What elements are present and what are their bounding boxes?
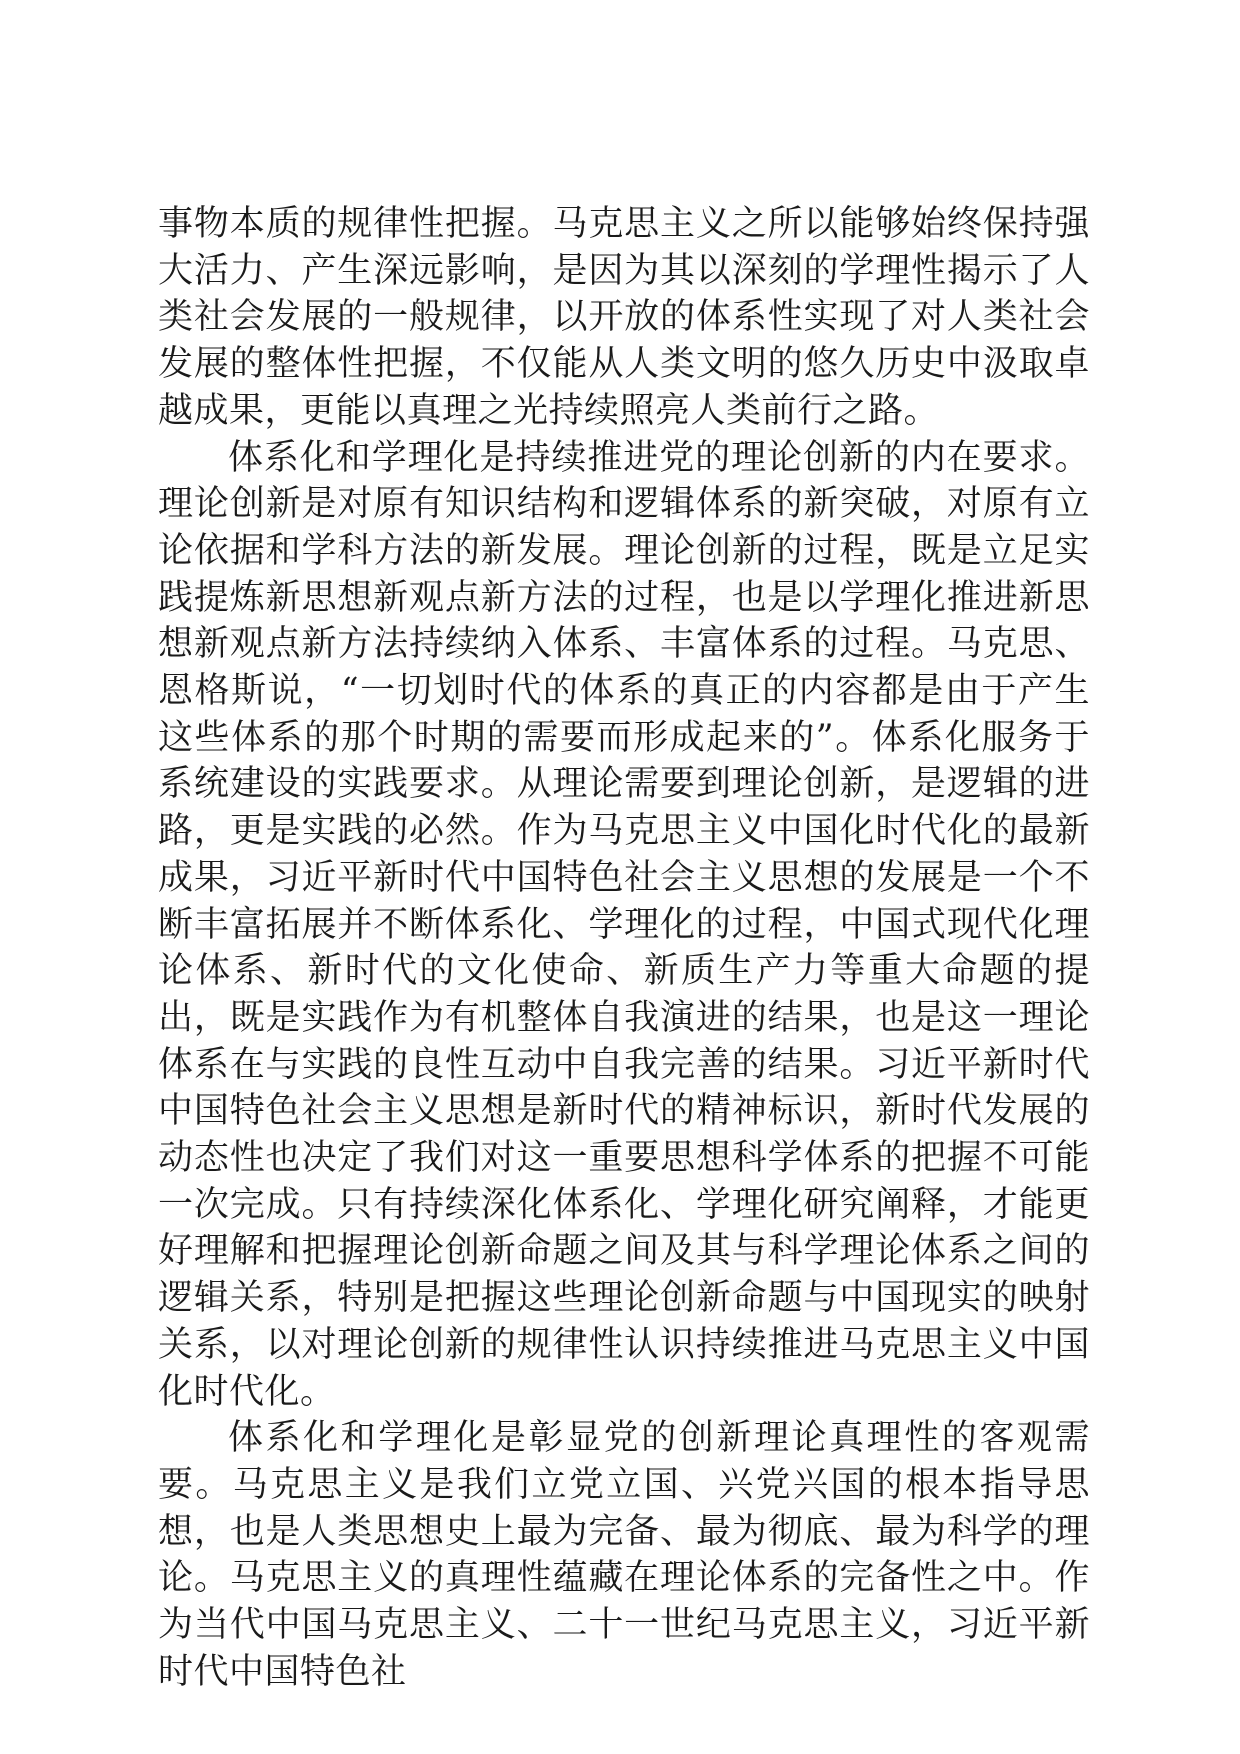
- paragraph-1: 事物本质的规律性把握。马克思主义之所以能够始终保持强大活力、产生深远影响，是因为其以深刻的学理性揭示了人类社会发展的一般规律，以开放的体系性实现了对人类社会发展的整体性把握，不仅能从人类文明的悠久历史中汲取卓越成果，更能以真理之光持续照亮人类前行之路。: [158, 204, 1090, 431]
- paragraph-3: 体系化和学理化是彰显党的创新理论真理性的客观需要。马克思主义是我们立党立国、兴党兴国的根本指导思想，也是人类思想史上最为完备、最为彻底、最为科学的理论。马克思主义的真理性蕴藏在理论体系的完备性之中。作为当代中国马克思主义、二十一世纪马克思主义，习近平新时代中国特色社: [158, 1418, 1090, 1692]
- body-text: [158, 201, 1090, 1696]
- paragraph-2: 体系化和学理化是持续推进党的理论创新的内在要求。理论创新是对原有知识结构和逻辑体系的新突破，对原有立论依据和学科方法的新发展。理论创新的过程，既是立足实践提炼新思想新观点新方法的过程，也是以学理化推进新思想新观点新方法持续纳入体系、丰富体系的过程。马克思、恩格斯说，“一切划时代的体系的真正的内容都是由于产生这些体系的那个时期的需要而形成起来的”。体系化服务于系统建设的实践要求。从理论需要到理论创新，是逻辑的进路，更是实践的必然。作为马克思主义中国化时代化的最新成果，习近平新时代中国特色社会主义思想的发展是一个不断丰富拓展并不断体系化、学理化的过程，中国式现代化理论体系、新时代的文化使命、新质生产力等重大命题的提出，既是实践作为有机整体自我演进的结果，也是这一理论体系在与实践的良性互动中自我完善的结果。习近平新时代中国特色社会主义思想是新时代的精神标识，新时代发展的动态性也决定了我们对这一重要思想科学体系的把握不可能一次完成。只有持续深化体系化、学理化研究阐释，才能更好理解和把握理论创新命题之间及其与科学理论体系之间的逻辑关系，特别是把握这些理论创新命题与中国现实的映射关系，以对理论创新的规律性认识持续推进马克思主义中国化时代化。: [158, 437, 1090, 1412]
